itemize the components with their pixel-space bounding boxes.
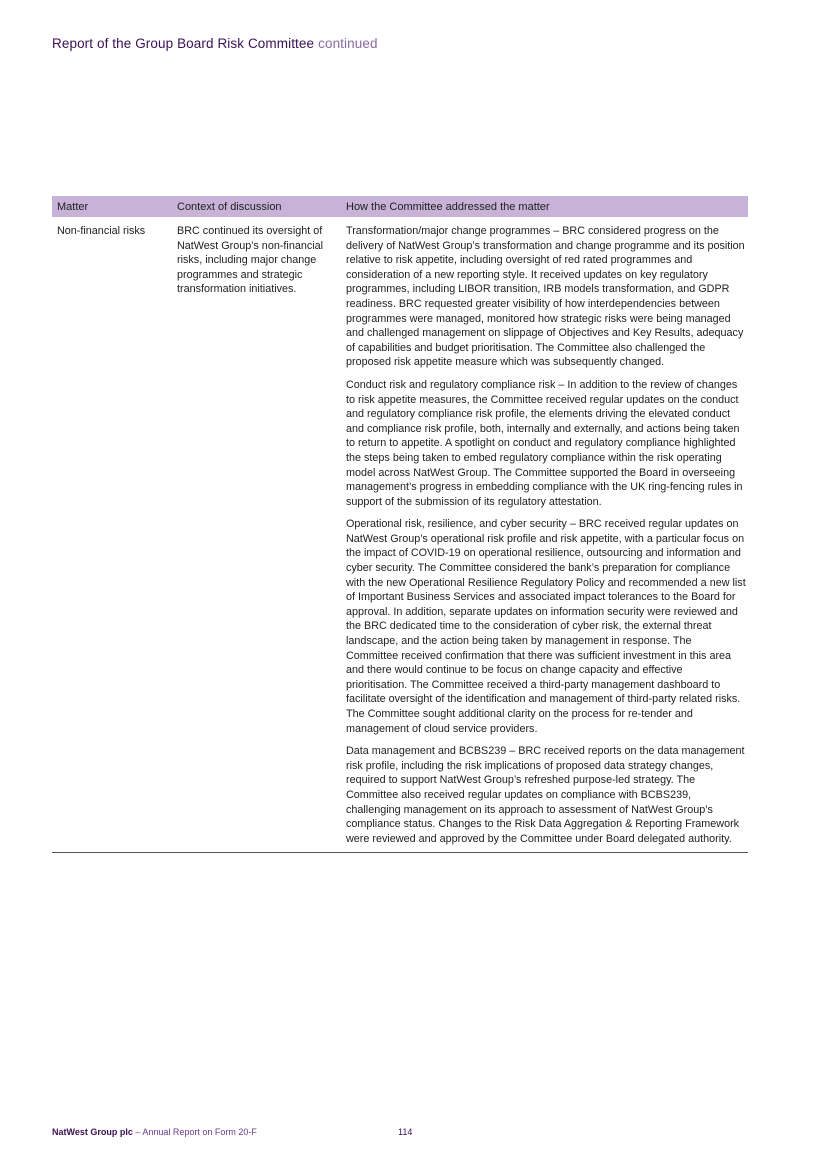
footer-subtitle: – Annual Report on Form 20-F <box>135 1127 257 1137</box>
header-matter: Matter <box>57 200 89 213</box>
footer-brand: NatWest Group plc <box>52 1127 133 1137</box>
paragraph-conduct-risk: Conduct risk and regulatory compliance risk – In addition to the review of changes to risk appetite measures, the Committee received regular updates on the conduct and regulatory compliance risk profile, the elements driving the elevated conduct and compliance risk profile, both, internally and externally, and actions being taken to return to appetite. A spotlight on conduct and regulatory compliance highlighted the steps being taken to embed regulatory compliance within the risk operating model across NatWest Group. The Committee supported the Board in overseeing management’s progress in embedding compliance with the UK ring-fencing rules in support of the submission of its regulatory attestation. <box>346 378 743 508</box>
continued-label: continued <box>318 36 378 51</box>
header-how-addressed: How the Committee addressed the matter <box>346 200 550 213</box>
committee-matters-table <box>52 196 748 853</box>
table-row <box>52 217 748 853</box>
header-context: Context of discussion <box>177 200 282 213</box>
page-title <box>52 36 378 51</box>
paragraph-data-management: Data management and BCBS239 – BRC received reports on the data management risk profile, including the risk implications of proposed data strategy changes, required to support NatWest Group’s refreshed purpose-led strategy. The Committee also received regular updates on compliance with BCBS239, challenging management on its approach to assessment of NatWest Group’s compliance status. Changes to the Risk Data Aggregation & Reporting Framework were reviewed and approved by the Committee under Board delegated authority. <box>346 745 745 845</box>
context-cell <box>176 224 345 846</box>
page-number: 114 <box>398 1127 413 1137</box>
footer <box>52 1127 257 1137</box>
how-addressed-cell <box>345 224 748 846</box>
paragraph-operational-risk: Operational risk, resilience, and cyber security – BRC received regular updates on NatWest Group’s operational risk profile and risk appetite, with a particular focus on the impact of COVID-19 on operational resilience, outsourcing and information and cyber security. The Committee considered the bank’s preparation for compliance with the new Operational Resilience Regulatory Policy and recommended a new list of Important Business Services and associated impact tolerances to the Board for approval. In addition, separate updates on information security were reviewed and the BRC dedicated time to the consideration of cyber risk, the external threat landscape, and the action being taken by management in response. The Committee received confirmation that there was sufficient investment in this area and there would continue to be focus on change capacity and effective prioritisation. The Committee received a third-party management dashboard to facilitate oversight of the identification and management of third-party related risks. The Committee sought additional clarity on the process for re-tender and management of cloud service providers. <box>346 518 746 735</box>
page-title-text: Report of the Group Board Risk Committee <box>52 36 315 51</box>
context-text: BRC continued its oversight of NatWest Group’s non-financial risks, including major change programmes and strategic transformation initiatives. <box>177 225 324 296</box>
paragraph-transformation: Transformation/major change programmes – BRC considered progress on the delivery of NatWest Group’s transformation and change programme and its position relative to risk appetite, including oversight of red rated programmes and consideration of a new reporting style. It received updates on key regulatory programmes, including LIBOR transition, IRB models transformation, and GDPR readiness. BRC requested greater visibility of how interdependencies between programmes were managed, monitored how strategic risks were being managed and challenged management on slippage of Objectives and Key Results, adequacy of capabilities and budget prioritisation. The Committee also challenged the proposed risk appetite measure which was subsequently changed. <box>346 225 745 369</box>
table-header <box>52 196 748 217</box>
matter-cell: Non-financial risks <box>57 225 146 237</box>
